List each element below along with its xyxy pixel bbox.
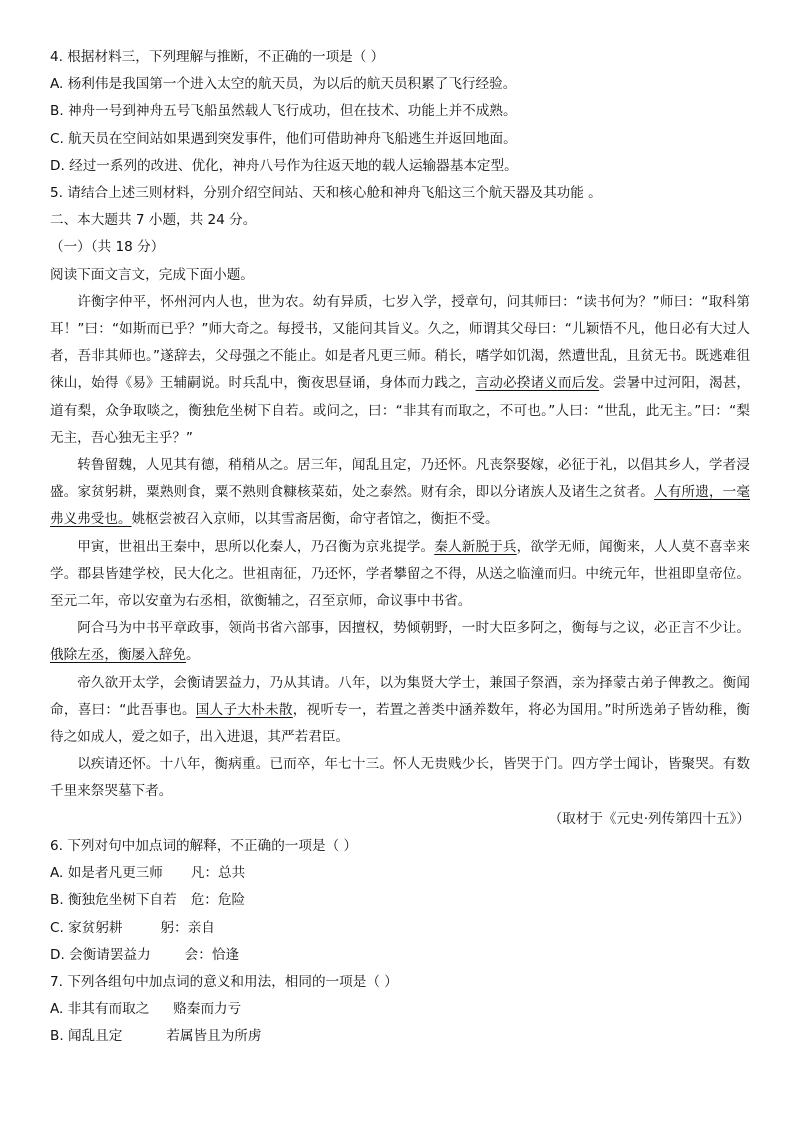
underlined-sentence-3: 秦人新脱于兵 <box>434 538 517 555</box>
passage-source: （取材于《元史·列传第四十五》） <box>548 810 750 827</box>
passage-paragraph-4: 阿合马为中书平章政事，领尚书省六部事，因擅权，势倾朝野，一时大臣多阿之，衡每与之议，必正言不少让。俄除左丞，衡屡入辞免。 <box>50 620 750 664</box>
q6-option-b: B. 衡独危坐树下自若 危：危险 <box>50 892 246 909</box>
q4-option-d: D. 经过一系列的改进、优化，神舟八号作为往返天地的载人运输器基本定型。 <box>50 157 518 174</box>
passage-paragraph-2: 转鲁留魏，人见其有德，稍稍从之。居三年，闻乱且定，乃还怀。凡丧祭娶嫁，必征于礼，以倡其乡人，学者浸盛。家贫躬耕，粟熟则食，粟不熟则食糠核菜茹，处之泰然。财有余，即以分诸族人及诸生之贫者。人有所遗，一毫弗义弗受也。姚枢尝被召入京师，以其雪斋居衡，命守者馆之，衡拒不受。 <box>50 457 751 528</box>
passage-paragraph-1: 许衡字仲平，怀州河内人也，世为农。幼有异质，七岁入学，授章句，问其师曰：“读书何为？”师曰：“取科第耳！”曰：“如斯而已乎？”师大奇之。每授书，又能问其旨义。久之，师谓其父母曰：“儿颖悟不凡，他日必有大过人者，吾非其师也。”遂辞去，父母强之不能止。如是者凡更三师。稍长，嗜学如饥渴，然遭世乱，且贫无书。既逃难徂徕山，始得《易》王辅嗣说。时兵乱中，衡夜思昼诵，身体而力践之，言动必揆诸义而后发。尝暑中过河阳，渴甚，道有梨，众争取啖之，衡独危坐树下自若。或问之，曰：“非其有而取之，不可也。”人曰：“世乱，此无主。”曰：“梨无主，吾心独无主乎？” <box>50 293 751 446</box>
q7-stem: 7. 下列各组句中加点词的意义和用法，相同的一项是（ ） <box>50 973 398 990</box>
underlined-sentence-2: 人有所遗，一毫弗义弗受也。 <box>50 484 751 528</box>
reading-instruction: 阅读下面文言文，完成下面小题。 <box>50 266 254 283</box>
q6-option-a: A. 如是者凡更三师 凡：总共 <box>50 865 246 882</box>
q7-option-a: A. 非其有而取之 赂秦而力亏 <box>50 1001 242 1018</box>
q4-option-a: A. 杨利伟是我国第一个进入太空的航天员，为以后的航天员积累了飞行经验。 <box>50 76 517 93</box>
q6-option-c: C. 家贫躬耕 躬：亲自 <box>50 919 215 936</box>
q6-option-d: D. 会衡请罢益力 会：恰逢 <box>50 946 240 963</box>
passage-paragraph-5: 帝久欲开太学，会衡请罢益力，乃从其请。八年，以为集贤大学士，兼国子祭酒，亲为择蒙古弟子俾教之。衡闻命，喜曰：“此吾事也。国人子大朴未散，视听专一，若置之善类中涵养数年，将必为国用。”时所选弟子皆幼稚，衡待之如成人，爱之如子，出入进退，其严若君臣。 <box>50 674 751 746</box>
q4-option-b: B. 神舟一号到神舟五号飞船虽然载人飞行成功，但在技术、功能上并不成熟。 <box>50 103 517 120</box>
q5-question: 5. 请结合上述三则材料，分别介绍空间站、天和核心舱和神舟飞船这三个航天器及其功能 。 <box>50 185 602 202</box>
exam-page <box>50 44 750 1051</box>
underlined-sentence-1: 言动必揆诸义而后发 <box>475 375 600 392</box>
q4-option-c: C. 航天员在空间站如果遇到突发事件，他们可借助神舟飞船逃生并返回地面。 <box>50 130 517 147</box>
q6-stem: 6. 下列对句中加点词的解释，不正确的一项是（ ） <box>50 837 358 854</box>
passage-paragraph-6: 以疾请还怀。十八年，衡病重。已而卒，年七十三。怀人无贵贱少长，皆哭于门。四方学士闻讣，皆聚哭。有数千里来祭哭墓下者。 <box>50 756 750 800</box>
passage-paragraph-3: 甲寅，世祖出王秦中，思所以化秦人，乃召衡为京兆提学。秦人新脱于兵，欲学无师，闻衡来，人人莫不喜幸来学。郡县皆建学校，民大化之。世祖南征，乃还怀，学者攀留之不得，从送之临潼而归。中统元年，世祖即皇帝位。至元二年，帝以安童为右丞相，欲衡辅之，召至京师，命议事中书省。 <box>50 538 751 610</box>
q4-stem: 4. 根据材料三，下列理解与推断，不正确的一项是（ ） <box>50 49 385 65</box>
underlined-sentence-5: 国人子大朴未散 <box>195 701 293 718</box>
q7-option-b: B. 闻乱且定 若属皆且为所虏 <box>50 1028 262 1045</box>
underlined-sentence-4: 俄除左丞，衡屡入辞免 <box>50 647 186 664</box>
section-2-heading: 二、本大题共 7 小题，共 24 分。 <box>50 212 257 229</box>
subsection-1-heading: （一）（共 18 分） <box>50 239 165 256</box>
